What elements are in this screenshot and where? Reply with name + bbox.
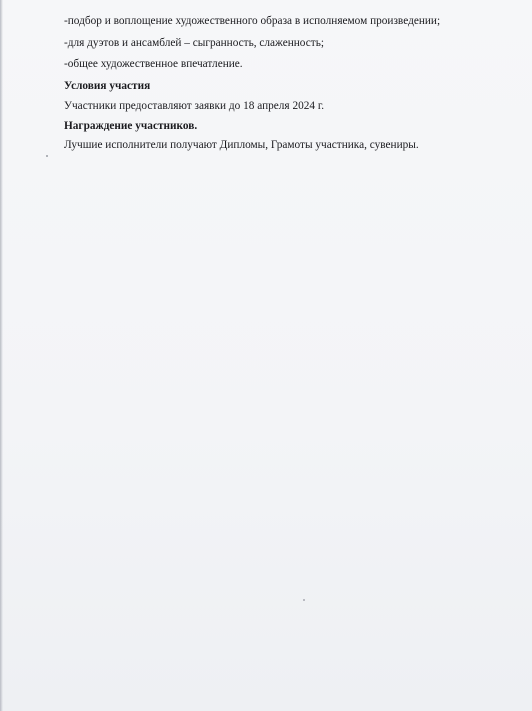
page-edge-shadow — [0, 0, 3, 711]
criteria-line-1: -подбор и воплощение художественного образа в исполняемом произведении; — [64, 15, 441, 27]
awards-text: Лучшие исполнители получают Дипломы, Грамоты участника, сувениры. — [64, 139, 419, 151]
conditions-heading: Условия участия — [64, 80, 151, 92]
criteria-line-2: -для дуэтов и ансамблей – сыгранность, слаженность; — [64, 37, 324, 49]
awards-heading: Награждение участников. — [64, 120, 198, 132]
scan-speck — [46, 155, 48, 157]
criteria-line-3: -общее художественное впечатление. — [64, 58, 243, 70]
scan-speck — [303, 599, 305, 601]
conditions-text: Участники предоставляют заявки до 18 апреля 2024 г. — [64, 100, 325, 112]
